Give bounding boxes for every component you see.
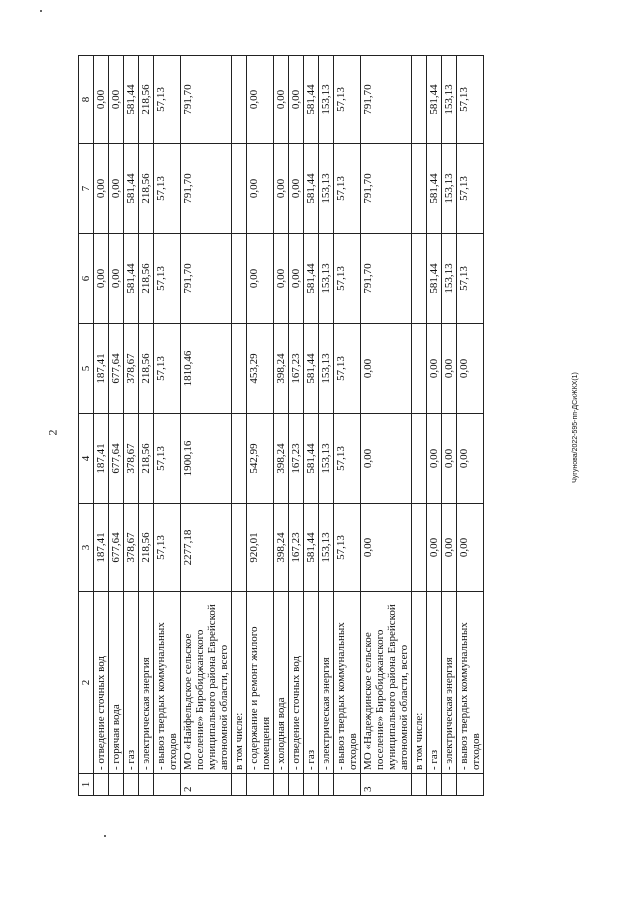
header-cell: 3: [79, 504, 94, 592]
value-cell: [232, 504, 247, 592]
table-row: [427, 56, 442, 796]
value-cell: 57,13: [154, 324, 181, 414]
table-row: [139, 56, 154, 796]
row-name-cell: МО «Найфельдское сельское поселение» Биробиджанского муниципального района Еврейской автономной области, всего: [181, 592, 232, 774]
value-cell: 153,13: [319, 324, 334, 414]
header-cell: 7: [79, 144, 94, 234]
value-cell: 0,00: [274, 234, 289, 324]
value-cell: 0,00: [289, 144, 304, 234]
value-cell: 187,41: [94, 414, 109, 504]
value-cell: 378,67: [124, 324, 139, 414]
table-row: [154, 56, 181, 796]
row-name-cell: - электрическая энергия: [442, 592, 457, 774]
row-name-cell: МО «Надеждинское сельское поселение» Биробиджанского муниципального района Еврейской автономной области, всего: [361, 592, 412, 774]
value-cell: 153,13: [319, 56, 334, 144]
value-cell: [232, 414, 247, 504]
row-name-cell: - газ: [124, 592, 139, 774]
document-footer-note: Чугунова/2022-595-пп-ДСиЖКХ(1): [571, 372, 579, 483]
row-index-cell: [247, 774, 274, 796]
row-name-cell: - вывоз твердых коммунальных отходов: [457, 592, 484, 774]
row-index-cell: [289, 774, 304, 796]
table-row: [274, 56, 289, 796]
header-cell: 4: [79, 414, 94, 504]
value-cell: 0,00: [427, 504, 442, 592]
value-cell: 0,00: [361, 414, 412, 504]
table-row: [457, 56, 484, 796]
header-cell: 6: [79, 234, 94, 324]
value-cell: 791,70: [361, 234, 412, 324]
value-cell: [232, 56, 247, 144]
value-cell: 791,70: [181, 234, 232, 324]
row-index-cell: 3: [361, 774, 412, 796]
value-cell: 791,70: [361, 56, 412, 144]
value-cell: 581,44: [124, 56, 139, 144]
value-cell: [412, 56, 427, 144]
value-cell: 581,44: [304, 504, 319, 592]
value-cell: 453,29: [247, 324, 274, 414]
table-row: [442, 56, 457, 796]
value-cell: 0,00: [427, 324, 442, 414]
value-cell: 581,44: [304, 324, 319, 414]
value-cell: 677,64: [109, 324, 124, 414]
table-row: [232, 56, 247, 796]
row-index-cell: 2: [181, 774, 232, 796]
value-cell: [232, 144, 247, 234]
value-cell: 0,00: [427, 414, 442, 504]
value-cell: 167,23: [289, 414, 304, 504]
row-name-cell: - электрическая энергия: [319, 592, 334, 774]
value-cell: 0,00: [247, 144, 274, 234]
value-cell: 398,24: [274, 504, 289, 592]
value-cell: 57,13: [154, 56, 181, 144]
header-cell: 1: [79, 774, 94, 796]
value-cell: 791,70: [181, 56, 232, 144]
value-cell: 581,44: [427, 56, 442, 144]
header-cell: 2: [79, 592, 94, 774]
value-cell: [412, 504, 427, 592]
value-cell: 57,13: [334, 324, 361, 414]
value-cell: 57,13: [334, 504, 361, 592]
value-cell: 0,00: [94, 144, 109, 234]
value-cell: 153,13: [442, 56, 457, 144]
value-cell: 581,44: [427, 144, 442, 234]
value-cell: 2277,18: [181, 504, 232, 592]
table-row: [181, 56, 232, 796]
table-row: [361, 56, 412, 796]
value-cell: 218,56: [139, 504, 154, 592]
value-cell: 167,23: [289, 504, 304, 592]
header-row: [79, 56, 94, 796]
row-index-cell: [232, 774, 247, 796]
value-cell: 920,01: [247, 504, 274, 592]
row-index-cell: [412, 774, 427, 796]
value-cell: 0,00: [274, 56, 289, 144]
value-cell: 0,00: [361, 324, 412, 414]
value-cell: 581,44: [304, 414, 319, 504]
row-index-cell: [274, 774, 289, 796]
table-row: [412, 56, 427, 796]
value-cell: 0,00: [457, 414, 484, 504]
value-cell: 0,00: [442, 414, 457, 504]
value-cell: 57,13: [334, 414, 361, 504]
row-index-cell: [94, 774, 109, 796]
value-cell: [412, 324, 427, 414]
scan-speck: [104, 835, 106, 837]
table-row: [319, 56, 334, 796]
value-cell: [412, 234, 427, 324]
value-cell: 153,13: [319, 414, 334, 504]
row-name-cell: в том числе:: [412, 592, 427, 774]
value-cell: 57,13: [457, 56, 484, 144]
row-index-cell: [319, 774, 334, 796]
value-cell: 0,00: [94, 56, 109, 144]
value-cell: 57,13: [334, 234, 361, 324]
value-cell: 0,00: [457, 324, 484, 414]
value-cell: 167,23: [289, 324, 304, 414]
value-cell: 378,67: [124, 414, 139, 504]
value-cell: 581,44: [124, 234, 139, 324]
value-cell: 677,64: [109, 414, 124, 504]
value-cell: 581,44: [304, 234, 319, 324]
value-cell: 1810,46: [181, 324, 232, 414]
table-row: [334, 56, 361, 796]
value-cell: 378,67: [124, 504, 139, 592]
table-row: [109, 56, 124, 796]
value-cell: 581,44: [124, 144, 139, 234]
value-cell: 791,70: [361, 144, 412, 234]
value-cell: 57,13: [154, 234, 181, 324]
value-cell: 187,41: [94, 324, 109, 414]
value-cell: 153,13: [319, 504, 334, 592]
header-cell: 8: [79, 56, 94, 144]
row-index-cell: [334, 774, 361, 796]
row-name-cell: - холодная вода: [274, 592, 289, 774]
value-cell: 581,44: [304, 56, 319, 144]
value-cell: 218,56: [139, 56, 154, 144]
value-cell: 0,00: [94, 234, 109, 324]
value-cell: [412, 414, 427, 504]
page-number: 2: [45, 429, 60, 436]
row-name-cell: - газ: [304, 592, 319, 774]
row-name-cell: - вывоз твердых коммунальных отходов: [154, 592, 181, 774]
row-index-cell: [139, 774, 154, 796]
value-cell: 0,00: [247, 234, 274, 324]
row-name-cell: - отведение сточных вод: [94, 592, 109, 774]
value-cell: [412, 144, 427, 234]
value-cell: 153,13: [319, 234, 334, 324]
value-cell: 153,13: [442, 144, 457, 234]
value-cell: 187,41: [94, 504, 109, 592]
tariff-table: [78, 55, 484, 796]
rotated-table-container: [78, 56, 611, 796]
table-body: [79, 56, 484, 796]
row-name-cell: - электрическая энергия: [139, 592, 154, 774]
row-name-cell: - вывоз твердых коммунальных отходов: [334, 592, 361, 774]
value-cell: 0,00: [109, 144, 124, 234]
scan-speck: [40, 10, 42, 12]
value-cell: 0,00: [109, 234, 124, 324]
table-row: [124, 56, 139, 796]
row-index-cell: [109, 774, 124, 796]
value-cell: 398,24: [274, 324, 289, 414]
value-cell: 218,56: [139, 234, 154, 324]
row-index-cell: [124, 774, 139, 796]
value-cell: 57,13: [334, 144, 361, 234]
value-cell: 0,00: [361, 504, 412, 592]
value-cell: 0,00: [442, 504, 457, 592]
row-index-cell: [442, 774, 457, 796]
value-cell: 791,70: [181, 144, 232, 234]
value-cell: 542,99: [247, 414, 274, 504]
value-cell: [232, 234, 247, 324]
value-cell: 0,00: [109, 56, 124, 144]
value-cell: 218,56: [139, 324, 154, 414]
value-cell: 0,00: [289, 56, 304, 144]
value-cell: 57,13: [154, 144, 181, 234]
row-name-cell: - горячая вода: [109, 592, 124, 774]
value-cell: 0,00: [457, 504, 484, 592]
value-cell: 1900,16: [181, 414, 232, 504]
value-cell: 57,13: [334, 56, 361, 144]
value-cell: 153,13: [442, 234, 457, 324]
value-cell: 0,00: [247, 56, 274, 144]
value-cell: [232, 324, 247, 414]
value-cell: 218,56: [139, 144, 154, 234]
value-cell: 57,13: [154, 504, 181, 592]
row-index-cell: [154, 774, 181, 796]
header-cell: 5: [79, 324, 94, 414]
value-cell: 581,44: [304, 144, 319, 234]
table-row: [247, 56, 274, 796]
row-name-cell: в том числе:: [232, 592, 247, 774]
value-cell: 153,13: [319, 144, 334, 234]
row-index-cell: [427, 774, 442, 796]
value-cell: 677,64: [109, 504, 124, 592]
value-cell: 57,13: [457, 234, 484, 324]
table-row: [289, 56, 304, 796]
value-cell: 57,13: [457, 144, 484, 234]
value-cell: 0,00: [274, 144, 289, 234]
value-cell: 398,24: [274, 414, 289, 504]
value-cell: 0,00: [289, 234, 304, 324]
table-row: [94, 56, 109, 796]
row-name-cell: - отведение сточных вод: [289, 592, 304, 774]
value-cell: 57,13: [154, 414, 181, 504]
row-index-cell: [304, 774, 319, 796]
value-cell: 218,56: [139, 414, 154, 504]
value-cell: 581,44: [427, 234, 442, 324]
row-index-cell: [457, 774, 484, 796]
table-row: [304, 56, 319, 796]
row-name-cell: - газ: [427, 592, 442, 774]
row-name-cell: - содержание и ремонт жилого помещения: [247, 592, 274, 774]
value-cell: 0,00: [442, 324, 457, 414]
